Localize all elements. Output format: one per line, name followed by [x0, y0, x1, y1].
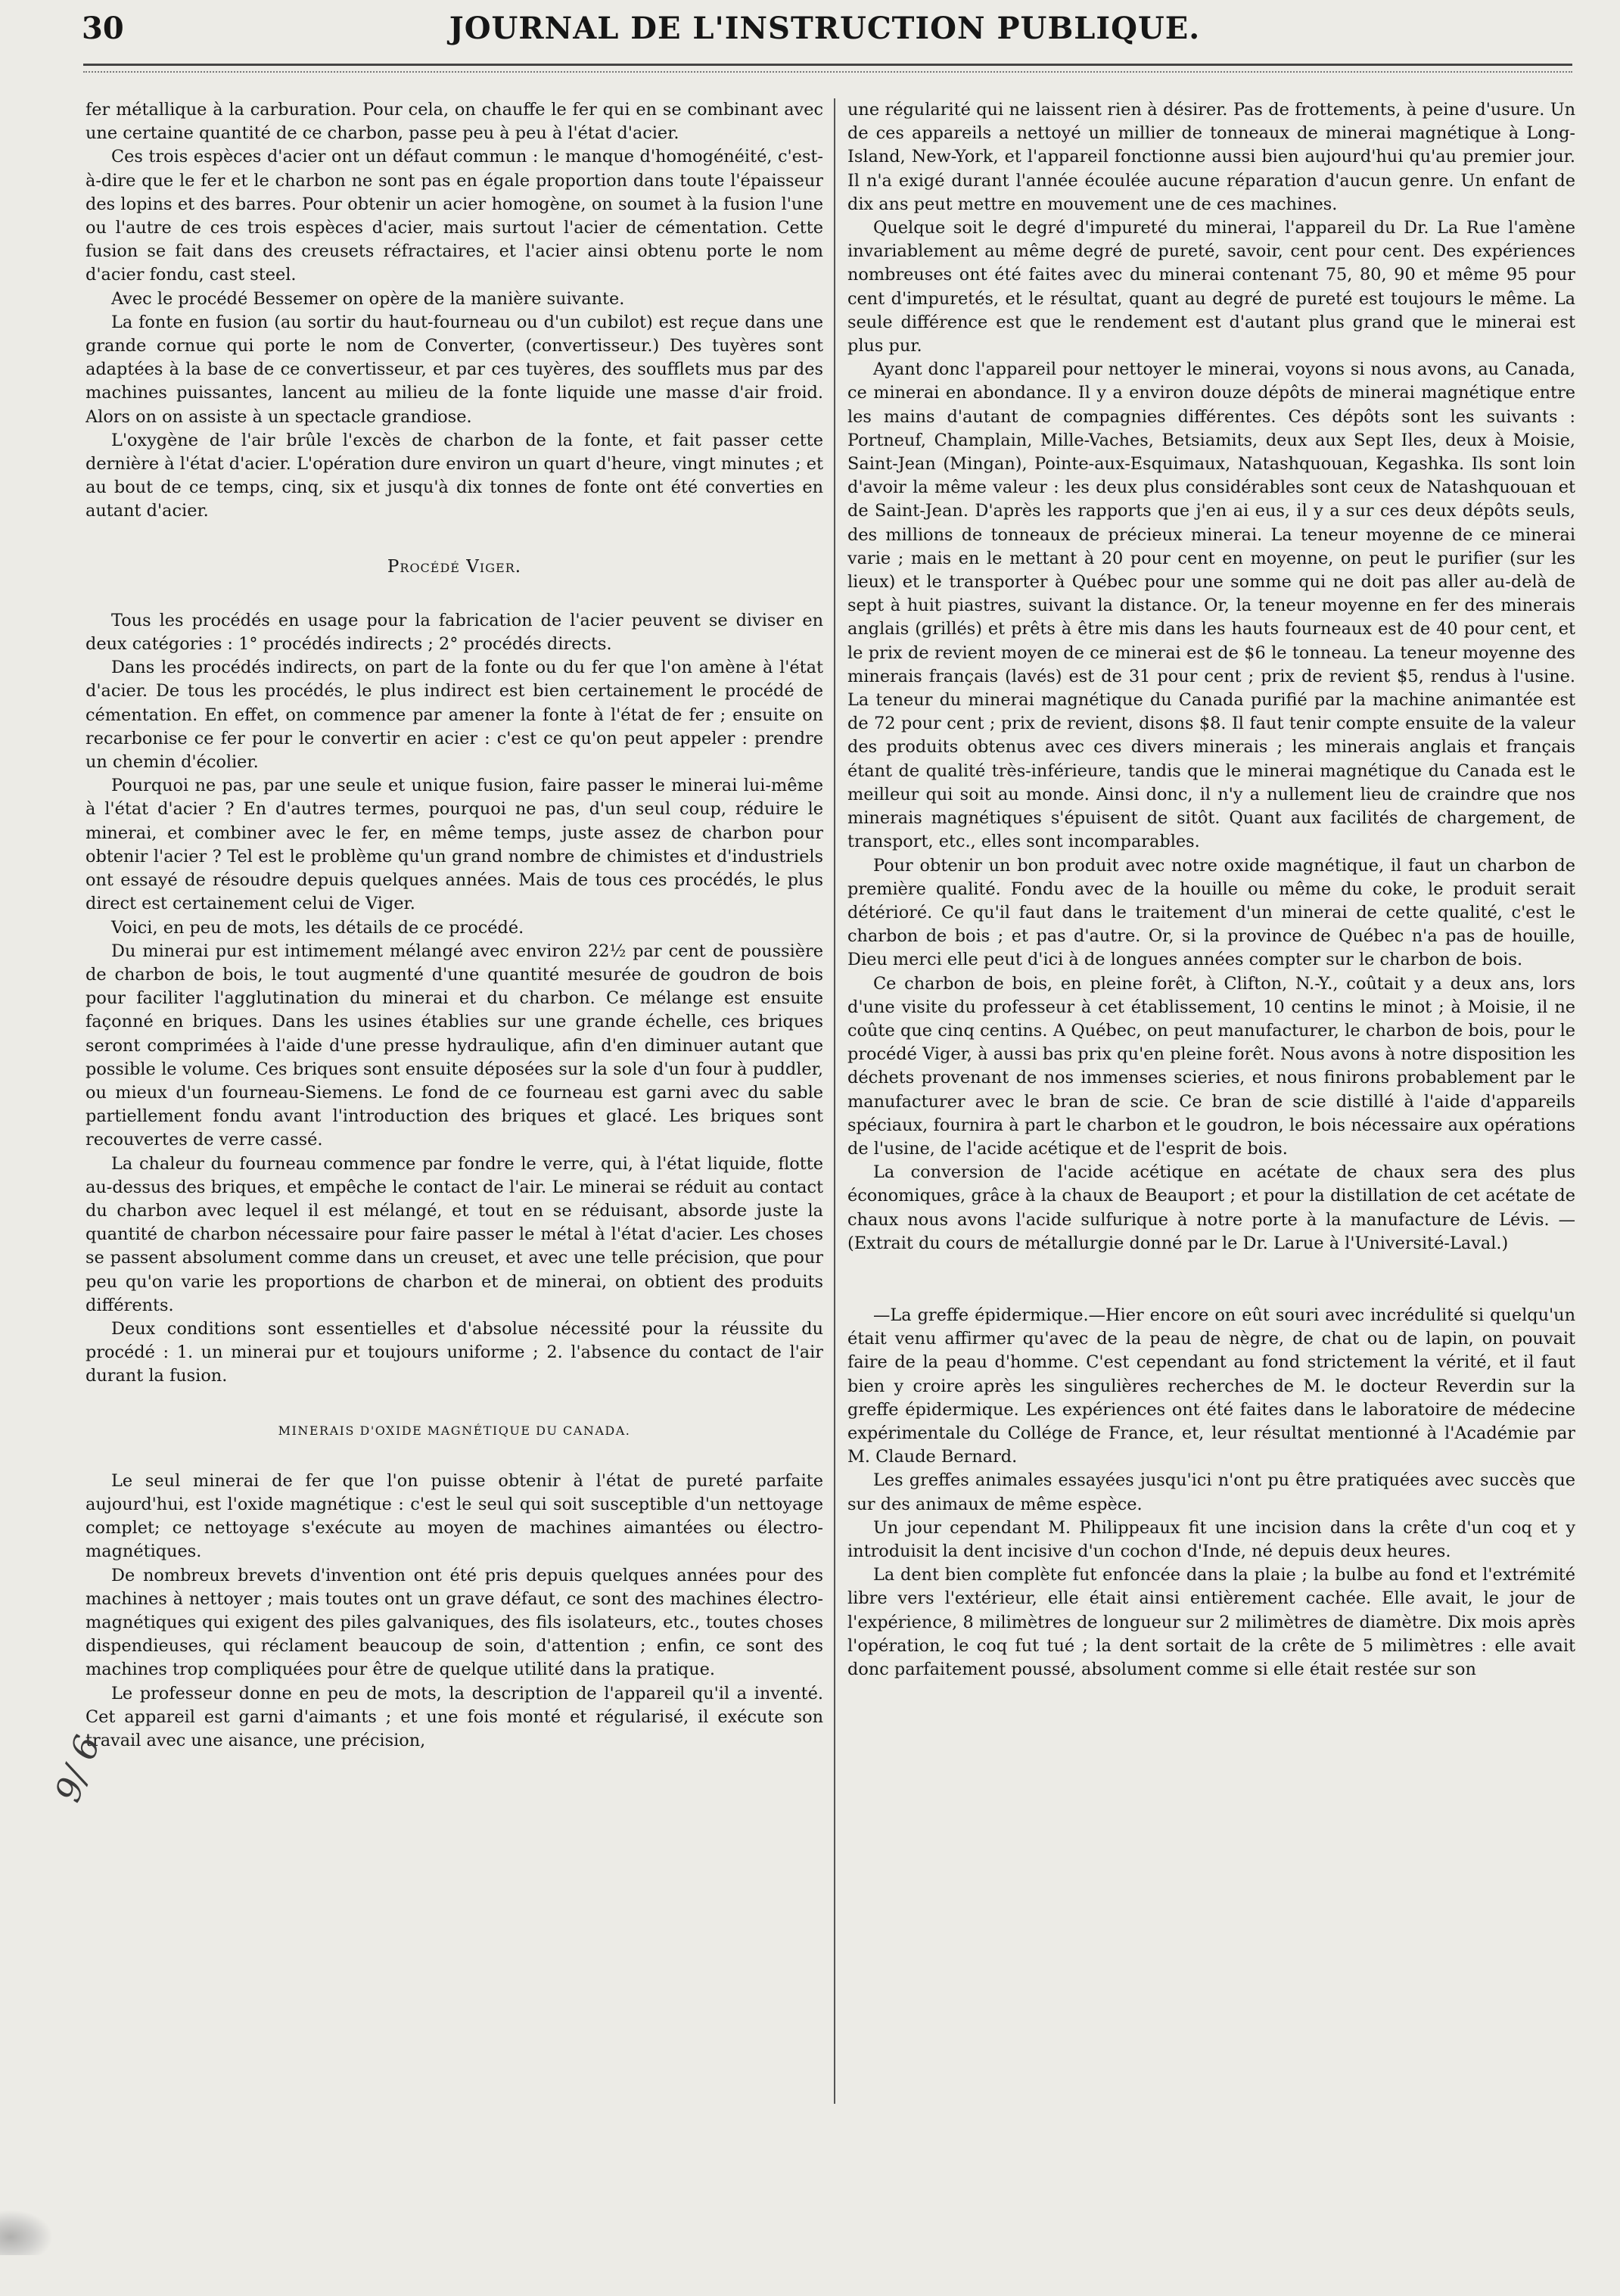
- paragraph: Quelque soit le degré d'impureté du minerai, l'appareil du Dr. La Rue l'amène invariablement au même degré de pureté, savoir, cent pour cent. Des expériences nombreuses ont été faites avec du minerai contenant 75, 80, 90 et même 95 pour cent d'impuretés, et le résultat, quant au degré de pureté est toujours le même. La seule différence est que le rendement est d'autant plus grand que le minerai est plus pur.: [847, 218, 1575, 356]
- paragraph: De nombreux brevets d'invention ont été pris depuis quelques années pour des machines à nettoyer ; mais toutes ont un grave défaut, ce sont des machines électro-magnétiques qui exigent des piles galvaniques, des fils isolateurs, etc., toutes choses dispendieuses, qui réclament beaucoup de soin, d'attention ; enfin, ce sont des machines trop compliquées pour être de quelque utilité dans la pratique.: [86, 1565, 823, 1680]
- section-heading-viger: Procédé Viger.: [387, 556, 522, 577]
- paragraph: Le professeur donne en peu de mots, la description de l'appareil qu'il a inventé. Cet appareil est garni d'aimants ; et une fois monté et régularisé, il exécute son travail avec une aisance, une précision,: [86, 1683, 823, 1750]
- paragraph: Pourquoi ne pas, par une seule et unique fusion, faire passer le minerai lui-même à l'état d'acier ? En d'autres termes, pourquoi ne pas, d'un seul coup, réduire le minerai, et combiner avec le fer, en même temps, juste assez de charbon pour obtenir l'acier ? Tel est le problème qu'un grand nombre de chimistes et d'industriels ont essayé de résoudre depuis quelques années. Mais de tous ces procédés, le plus direct est certainement celui de Viger.: [86, 776, 823, 914]
- paragraph: Avec le procédé Bessemer on opère de la manière suivante.: [111, 288, 625, 309]
- right-column: [847, 98, 1575, 2126]
- paragraph: La fonte en fusion (au sortir du haut-fourneau ou d'un cubilot) est reçue dans une grande cornue qui porte le nom de Converter, (convertisseur.) Des tuyères sont adaptées à la base de ce convertisseur, et par ces tuyères, des soufflets mus par des machines puissantes, lancent au milieu de la fonte liquide une masse d'air froid. Alors on on assiste à un spectacle grandiose.: [86, 312, 823, 427]
- paragraph: Ayant donc l'appareil pour nettoyer le minerai, voyons si nous avons, au Canada, ce minerai en abondance. Il y a environ douze dépôts de minerai magnétique entre les mains d'autant de compagnies différentes. Ces dépôts sont les suivants : Portneuf, Champlain, Mille-Vaches, Betsiamits, deux aux Sept Iles, deux à Moisie, Saint-Jean (Mingan), Pointe-aux-Esquimaux, Natashquouan, Kegashka. Ils sont loin d'avoir la même valeur : les deux plus considérables sont ceux de Natashquouan et de Saint-Jean. D'après les rapports que j'en ai eus, il y a sur ces deux dépôts seuls, des millions de tonneaux de précieux minerai. La teneur moyenne de ce minerai varie ; mais en le mettant à 20 pour cent en moyenne, on peut le purifier (sur les lieux) et le transporter à Québec pour une somme qui ne doit pas aller au-delà de sept à huit piastres, suivant la distance. Or, la teneur moyenne en fer des minerais anglais (grillés) et prêts à être mis dans les hauts fourneaux est de 40 pour cent, et le prix de revient moyen de ce minerai est de $6 le tonneau. La teneur moyenne des minerais français (lavés) est de 31 pour cent ; prix de revient $5, rendus à l'usine. La teneur du minerai magnétique du Canada purifié par la machine animantée est de 72 pour cent ; prix de revient, disons $8. Il faut tenir compte ensuite de la valeur des produits obtenus avec ces divers minerais ; les minerais anglais et français étant de qualité très-inférieure, tandis que le minerai magnétique du Canada est le meilleur qui soit au monde. Ainsi donc, il n'y a nullement lieu de craindre que nos minerais magnétiques s'épuisent de sitôt. Quant aux facilités de chargement, de transport, etc., elles sont incomparables.: [847, 359, 1575, 852]
- page-header: [76, 5, 1574, 58]
- paragraph: L'oxygène de l'air brûle l'excès de charbon de la fonte, et fait passer cette dernière à l'état d'acier. L'opération dure environ un quart d'heure, vingt minutes ; et au bout de ce temps, cinq, six et jusqu'à dix tonnes de fonte ont été converties en autant d'acier.: [86, 430, 823, 521]
- paragraph: Dans les procédés indirects, on part de la fonte ou du fer que l'on amène à l'état d'acier. De tous les procédés, le plus indirect est bien certainement le procédé de cémentation. En effet, on commence par amener la fonte à l'état de fer ; ensuite on recarbonise ce fer pour le convertir en acier : c'est ce qu'on peut appeler : prendre un chemin d'écolier.: [86, 658, 823, 773]
- page-corner-stain: [0, 2210, 53, 2255]
- handwritten-margin-note: 9/ 6: [46, 1730, 108, 1807]
- column-divider: [834, 98, 835, 2104]
- paragraph: Deux conditions sont essentielles et d'absolue nécessité pour la réussite du procédé : 1. un minerai pur et toujours uniforme ; 2. l'absence du contact de l'air durant la fusion.: [86, 1318, 823, 1386]
- paragraph: Ces trois espèces d'acier ont un défaut commun : le manque d'homogénéité, c'est-à-dire que le fer et le charbon ne sont pas en égale proportion dans toute l'épaisseur des lopins et des barres. Pour obtenir un acier homogène, on soumet à la fusion l'une ou l'autre de ces trois espèces d'acier, mais surtout l'acier de cémentation. Cette fusion se fait dans des creusets réfractaires, et l'acier ainsi obtenu porte le nom d'acier fondu, cast steel.: [86, 147, 823, 285]
- paragraph: —La greffe épidermique.—Hier encore on eût souri avec incrédulité si quelqu'un était venu affirmer qu'avec de la peau de nègre, de chat ou de lapin, on pouvait faire de la peau d'homme. C'est cependant au fond strictement la vérité, et il faut bien y croire après les singulières recherches de M. le docteur Reverdin sur la greffe épidermique. Les expériences ont été faites dans le laboratoire de médecine expérimentale du Collége de France, et, leur résultat mentionné à l'Académie par M. Claude Bernard.: [847, 1305, 1575, 1467]
- paragraph: La dent bien complète fut enfoncée dans la plaie ; la bulbe au fond et l'extrémité libre vers l'extérieur, elle était ainsi entièrement cachée. Elle avait, le jour de l'expérience, 8 milimètres de longueur sur 2 milimètres de diamètre. Dix mois après l'opération, le coq fut tué ; la dent sortait de la crête de 5 milimètres : elle avait donc parfaitement poussé, absolument comme si elle était restée sur son: [847, 1565, 1575, 1679]
- paragraph: une régularité qui ne laissent rien à désirer. Pas de frottements, à peine d'usure. Un de ces appareils a nettoyé un millier de tonneaux de minerai magnétique à Long-Island, New-York, et l'appareil fonctionne aussi bien aujourd'hui qu'au premier jour. Il n'a exigé durant l'année écoulée aucune réparation d'aucun genre. Un enfant de dix ans peut mettre en mouvement une de ces machines.: [847, 100, 1575, 214]
- paragraph: Les greffes animales essayées jusqu'ici n'ont pu être pratiquées avec succès que sur des animaux de même espèce.: [847, 1470, 1575, 1514]
- header-rule: [83, 64, 1572, 66]
- paragraph: fer métallique à la carburation. Pour cela, on chauffe le fer qui en se combinant avec une certaine quantité de ce charbon, passe peu à peu à l'état d'acier.: [86, 100, 823, 144]
- journal-title: JOURNAL DE L'INSTRUCTION PUBLIQUE.: [449, 11, 1201, 46]
- left-column: [86, 98, 823, 2126]
- paragraph: Un jour cependant M. Philippeaux fit une incision dans la crête d'un coq et y introduisit la dent incisive d'un cochon d'Inde, né depuis deux heures.: [847, 1517, 1575, 1561]
- paragraph: La conversion de l'acide acétique en acétate de chaux sera des plus économiques, grâce à la chaux de Beauport ; et pour la distillation de cet acétate de chaux nous avons l'acide sulfurique à notre porte à la manufacture de Lévis. — (Extrait du cours de métallurgie donné par le Dr. Larue à l'Université-Laval.): [847, 1162, 1575, 1253]
- paragraph: Du minerai pur est intimement mélangé avec environ 22½ par cent de poussière de charbon de bois, le tout augmenté d'une quantité mesurée de goudron de bois pour faciliter l'agglutination du minerai et du charbon. Ce mélange est ensuite façonné en briques. Dans les usines établies sur une grande échelle, ces briques seront comprimées à l'aide d'une presse hydraulique, afin d'en diminuer autant que possible le volume. Ces briques sont ensuite déposées sur la sole d'un four à puddler, ou mieux d'un fourneau-Siemens. Le fond de ce fourneau est garni avec du sable partiellement fondu avant l'introduction des briques et glacé. Les briques sont recouvertes de verre cassé.: [86, 941, 823, 1150]
- article-separator: [847, 1255, 1575, 1304]
- paragraph: Voici, en peu de mots, les détails de ce procédé.: [111, 917, 524, 938]
- header-rule-dotted: [83, 71, 1572, 73]
- paragraph: Le seul minerai de fer que l'on puisse obtenir à l'état de pureté parfaite aujourd'hui, est l'oxide magnétique : c'est le seul qui soit susceptible d'un nettoyage complet; ce nettoyage s'exécute au moyen de machines aimantées ou électro-magnétiques.: [86, 1470, 823, 1562]
- paragraph: Pour obtenir un bon produit avec notre oxide magnétique, il faut un charbon de première qualité. Fondu avec de la houille ou même du coke, le produit serait détérioré. Ce qu'il faut dans le traitement d'un minerai de cette qualité, c'est le charbon de bois ; et pas d'autre. Or, si la province de Québec n'a pas de houille, Dieu merci elle peut d'ici à de longues années compter sur le charbon de bois.: [847, 855, 1575, 970]
- page-number: 30: [82, 11, 124, 46]
- section-heading-minerais: MINERAIS D'OXIDE MAGNÉTIQUE DU CANADA.: [278, 1423, 631, 1438]
- paragraph: La chaleur du fourneau commence par fondre le verre, qui, à l'état liquide, flotte au-dessus des briques, et empêche le contact de l'air. Le minerai se réduit au contact du charbon avec lequel il est mélangé, et tout en se réduisant, absorde juste la quantité de charbon nécessaire pour faire passer le métal à l'état d'acier. Les choses se passent absolument comme dans un creuset, et avec une telle précision, que pour peu qu'on varie les proportions de charbon et de minerai, on obtient des produits différents.: [86, 1153, 823, 1315]
- paragraph: Ce charbon de bois, en pleine forêt, à Clifton, N.-Y., coûtait y a deux ans, lors d'une visite du professeur à cet établissement, 10 centins le minot ; à Moisie, il ne coûte que cinq centins. A Québec, on peut manufacturer, le charbon de bois, pour le procédé Viger, à aussi bas prix qu'en pleine forêt. Nous avons à notre disposition les déchets provenant de nos immenses scieries, et nous finirons probablement par le manufacturer avec le bran de scie. Ce bran de scie distillé à l'aide d'appareils spéciaux, fournira à part le charbon et le goudron, le bois nécessaire aux opérations de l'usine, de l'acide acétique et de l'esprit de bois.: [847, 973, 1575, 1159]
- paragraph: Tous les procédés en usage pour la fabrication de l'acier peuvent se diviser en deux catégories : 1° procédés indirects ; 2° procédés directs.: [86, 610, 823, 655]
